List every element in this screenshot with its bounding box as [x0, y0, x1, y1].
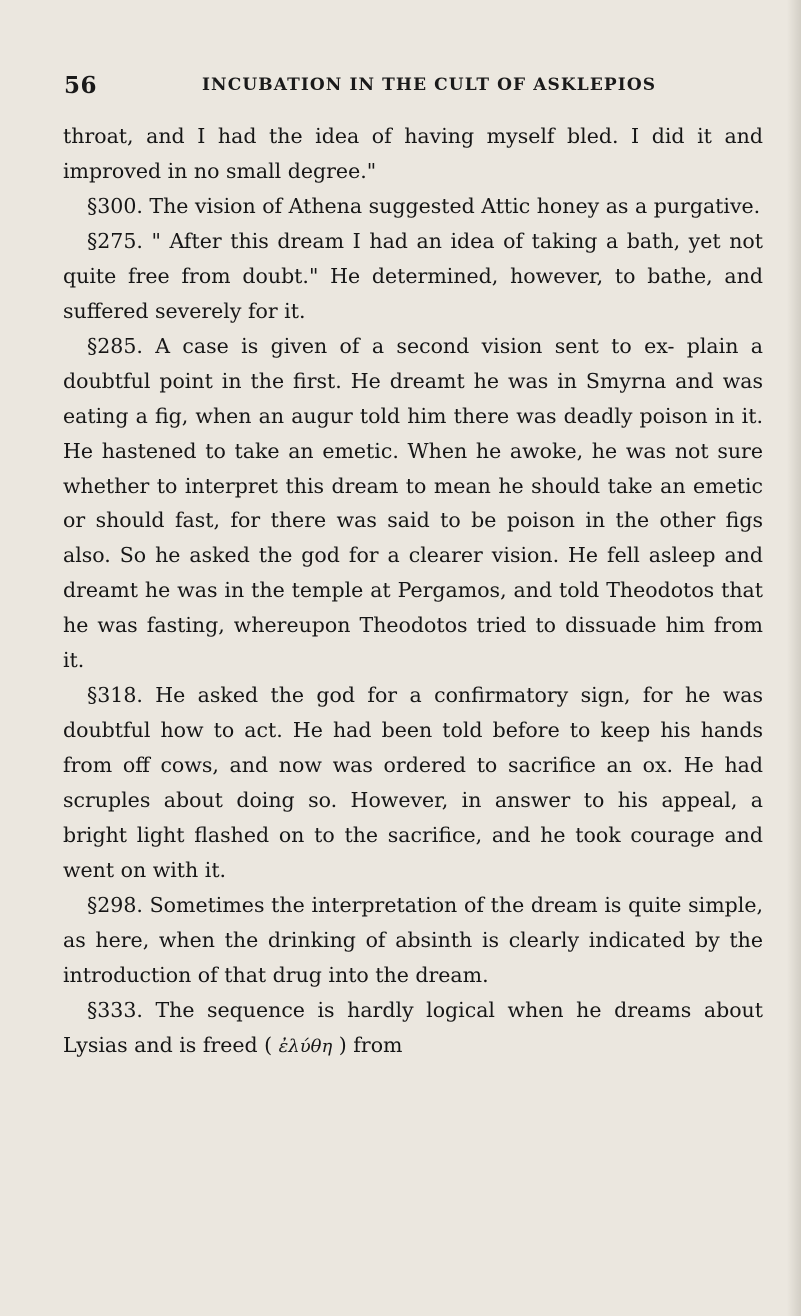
paragraph: §318. He asked the god for a confirmatory sign, for he was doubtful how to act. He had been told before to keep his hands from off cows, and now was ordered to sacrifice an ox. He had scruples about doing so. However, in answer to his appeal, a bright light flashed on to the sacrifice, and he took courage and went on with it.: [63, 683, 763, 883]
paragraph: §298. Sometimes the interpretation of the dream is quite simple, as here, when the drinking of absinth is clearly indicated by the introduction of that drug into the dream.: [63, 892, 763, 987]
paragraph-text: ) from: [332, 1032, 403, 1057]
paragraph: §285. A case is given of a second vision sent to ex- plain a doubtful point in the first. He dreamt he was in Smyrna and was eating a fig, when an augur told him there was deadly poison in it. He hastened to take an emetic. When he awoke, he was not sure whether to interpret this dream to mean he should take an emetic or should fast, for there was said to be poison in the other figs also. So he asked the god for a clearer vision. He fell asleep and dreamt he was in the temple at Pergamos, and told Theodotos that he was fasting, whereupon Theodotos tried to dissuade him from it.: [63, 333, 763, 673]
paragraph: §300. The vision of Athena suggested Attic honey as a purgative.: [87, 193, 761, 218]
paragraph: §275. " After this dream I had an idea of taking a bath, yet not quite free from doubt." He determined, however, to bathe, and suffered severely for it.: [63, 228, 763, 323]
page-edge-shadow: [787, 0, 801, 1316]
paragraph-text: §333. The sequence is hardly logical when he dreams about Lysias and is freed (: [63, 997, 763, 1057]
running-head: INCUBATION IN THE CULT OF ASKLEPIOS: [202, 75, 657, 95]
body-text: [63, 119, 763, 1065]
paragraph: throat, and I had the idea of having myself bled. I did it and improved in no small degree.": [63, 124, 763, 183]
greek-word: ἐλύθη: [278, 1035, 333, 1057]
page-header: [64, 72, 764, 106]
page-number: 56: [64, 72, 98, 99]
paragraph: [63, 993, 763, 1065]
